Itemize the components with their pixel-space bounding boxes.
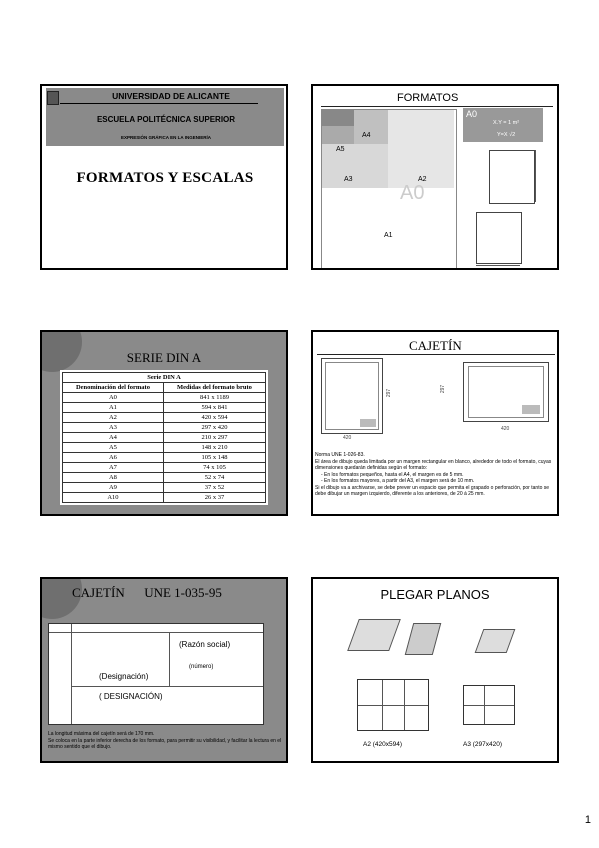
small-formats-region — [322, 110, 354, 126]
table-cell: A5 — [63, 443, 164, 453]
slide-cajetin — [311, 330, 559, 516]
slide5-title: CAJETÍN UNE 1-035-95 — [72, 585, 222, 600]
sketch-dim-line — [476, 265, 520, 266]
folded-sheet-illustration — [475, 629, 516, 653]
table-row — [63, 403, 266, 413]
a3-caption: A3 (297x420) — [463, 741, 503, 748]
table-row — [63, 483, 266, 493]
table-cell: A6 — [63, 453, 164, 463]
table-cell: 594 x 841 — [163, 403, 265, 413]
table-row — [63, 463, 266, 473]
table-cell: 26 x 37 — [163, 493, 265, 503]
table-cell: A3 — [63, 423, 164, 433]
format-subdivision-diagram — [321, 109, 457, 269]
slide2-title: FORMATOS — [397, 92, 459, 104]
cajetin-une-notes — [48, 731, 284, 751]
folded-sheet-illustration — [405, 623, 442, 655]
formula-ratio: Y=X √2 — [497, 132, 516, 138]
table-cell: A2 — [63, 413, 164, 423]
table-cell: 105 x 148 — [163, 453, 265, 463]
a3-fold-diagram — [463, 685, 515, 725]
label-a2: A2 — [418, 176, 427, 183]
description-paragraph: El área de dibujo queda limitada por un margen rectangular en blanco, alrededor de todo el formato, cuyas dimensiones quedarán definidas según el formato: — [315, 458, 552, 471]
a0-formula-box — [463, 108, 543, 142]
title-block-left-column — [49, 624, 72, 724]
title-block-divider — [71, 686, 263, 687]
slide-serie-din-a — [40, 330, 288, 516]
label-a5: A5 — [336, 146, 345, 153]
table-cell: A7 — [63, 463, 164, 473]
table-row — [63, 493, 266, 503]
dim-width-right: 420 — [501, 426, 510, 432]
dim-height-right: 297 — [440, 384, 447, 394]
slide4-title: CAJETÍN — [409, 338, 462, 353]
description-bullet: - En los formatos pequeños, hasta el A4, el margen es de 5 mm. — [321, 471, 464, 478]
folded-sheet-illustration — [347, 619, 401, 651]
title-block-divider — [169, 632, 170, 686]
a2-fold-diagram — [357, 679, 429, 731]
din-a-table-panel — [60, 370, 268, 505]
slide2-title-underline — [321, 106, 553, 107]
table-cell: A8 — [63, 473, 164, 483]
table-row — [63, 413, 266, 423]
table-cell: 148 x 210 — [163, 443, 265, 453]
note-line: Se coloca en la parte inferior derecha de los formato, para permitir su visibilidad, y facilitar la lectura en el mismo sentido que el dibujo. — [48, 737, 282, 750]
label-a0-watermark: A0 — [400, 182, 425, 204]
slide6-title: PLEGAR PLANOS — [380, 587, 490, 602]
slide3-title: SERIE DIN A — [126, 350, 202, 365]
university-logo — [47, 91, 59, 105]
format-sketch-2 — [476, 212, 522, 264]
label-a4: A4 — [362, 132, 371, 139]
table-header: Denominación del formato — [63, 383, 164, 393]
table-cell: 420 x 594 — [163, 413, 265, 423]
slide-cajetin-une — [40, 577, 288, 763]
table-row — [63, 473, 266, 483]
title-block-header-row — [49, 624, 263, 633]
designacion-field: (Designación) — [99, 672, 149, 681]
table-header: Medidas del formato bruto — [163, 383, 265, 393]
designacion-caps-field: ( DESIGNACIÓN) — [99, 692, 163, 701]
label-a1: A1 — [384, 232, 393, 239]
dim-height-left: 297 — [386, 388, 393, 398]
horizontal-title-block — [522, 405, 540, 414]
table-cell: 52 x 74 — [163, 473, 265, 483]
header-divider — [60, 103, 258, 104]
a2-caption: A2 (420x594) — [363, 741, 403, 748]
dim-width-left: 420 — [343, 435, 352, 441]
table-row — [63, 393, 266, 403]
slide-title — [40, 84, 288, 270]
table-cell: 841 x 1189 — [163, 393, 265, 403]
table-row — [63, 443, 266, 453]
table-cell: A4 — [63, 433, 164, 443]
horizontal-format-drawing — [463, 362, 549, 422]
sketch-dim-line — [535, 150, 536, 202]
slide-formatos — [311, 84, 559, 270]
format-sketch-1 — [489, 150, 535, 204]
cajetin-description — [315, 452, 555, 498]
norm-reference: Norma UNE 1-026-83. — [315, 452, 365, 458]
subject-name: EXPRESIÓN GRÁFICA EN LA INGENIERÍA — [121, 135, 211, 140]
vertical-format-drawing — [321, 358, 383, 434]
label-a3: A3 — [344, 176, 353, 183]
numero-field: (número) — [189, 664, 214, 670]
description-paragraph: Si el dibujo va a archivarse, se debe prever un espacio que permita el grapado o perforación, por tanto se debe dibujar un margen izquierdo, diferente a los anteriores, de 20 á 25 mm. — [315, 484, 550, 497]
table-cell: A0 — [63, 393, 164, 403]
a0-box-label: A0 — [466, 109, 478, 119]
description-bullet: - En los formatos mayores, a partir del A3, el margen será de 10 mm. — [321, 478, 475, 484]
note-line: La longitud máxima del cajetín será de 170 mm. — [48, 731, 155, 737]
table-caption: Serie DIN A — [63, 373, 266, 383]
page-number: 1 — [584, 814, 591, 826]
table-row — [63, 423, 266, 433]
presentation-title: FORMATOS Y ESCALAS — [76, 170, 254, 186]
school-name: ESCUELA POLITÉCNICA SUPERIOR — [96, 115, 236, 124]
table-cell: 74 x 105 — [163, 463, 265, 473]
vertical-title-block — [360, 419, 376, 427]
table-cell: 297 x 420 — [163, 423, 265, 433]
razon-social-field: (Razón social) — [179, 640, 231, 649]
title-block-drawing — [48, 623, 264, 725]
table-cell: A1 — [63, 403, 164, 413]
table-row — [63, 453, 266, 463]
formula-area: X.Y = 1 m² — [493, 120, 520, 126]
table-cell: A10 — [63, 493, 164, 503]
slide4-title-underline — [317, 354, 555, 355]
table-row — [63, 433, 266, 443]
table-cell: 37 x 52 — [163, 483, 265, 493]
din-a-table — [62, 372, 266, 503]
fold-line — [358, 705, 428, 706]
table-cell: 210 x 297 — [163, 433, 265, 443]
table-cell: A9 — [63, 483, 164, 493]
slide-plegar-planos — [311, 577, 559, 763]
fold-line — [464, 705, 514, 706]
university-name: UNIVERSIDAD DE ALICANTE — [112, 91, 230, 101]
